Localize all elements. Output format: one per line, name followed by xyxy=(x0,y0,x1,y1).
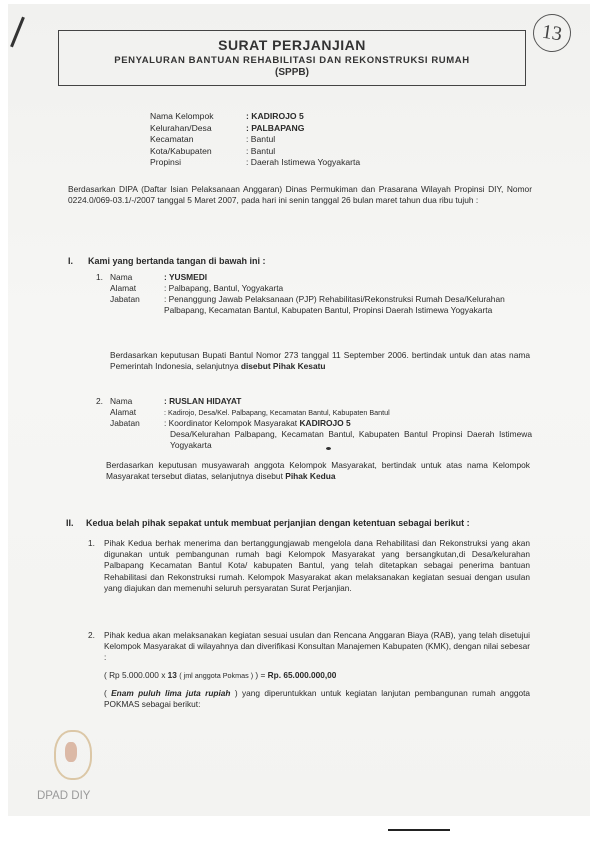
party-designation: Pihak Kedua xyxy=(285,471,336,482)
section-2-heading xyxy=(66,518,470,528)
identity-value: : Bantul xyxy=(246,134,276,144)
identity-label: Propinsi xyxy=(150,157,182,167)
calc-note: ( jml anggota Pokmas ) xyxy=(179,671,254,680)
identity-value: : Daerah Istimewa Yogyakarta xyxy=(246,157,361,167)
clause-text: Pihak kedua akan melaksanakan kegiatan sesuai usulan dan Rencana Anggaran Biaya (RAB), yang telah disetujui Kelompok Masyarakat di wilayahnya dan diverifikasi Konsultan Manajemen Kabupaten (KMK), dengan nilai sebesar : xyxy=(104,630,530,663)
clause-2 xyxy=(88,630,530,664)
section-number: II. xyxy=(66,518,74,528)
identity-value: : KADIROJO 5 xyxy=(246,111,304,121)
party-1 xyxy=(96,272,532,316)
party-2-basis xyxy=(106,460,530,483)
member-count: 13 xyxy=(167,670,177,680)
archive-emblem xyxy=(54,730,92,780)
amount-in-words xyxy=(104,688,530,710)
calc-eq: ) = xyxy=(255,670,266,680)
words-value: Enam puluh lima juta rupiah xyxy=(111,688,231,698)
clause-number: 2. xyxy=(88,630,95,640)
identity-value: : PALBAPANG xyxy=(246,122,305,133)
document-code: (SPPB) xyxy=(275,67,309,78)
party-name: : YUSMEDI xyxy=(164,272,208,282)
group-name: KADIROJO 5 xyxy=(299,418,351,428)
party-address: : Palbapang, Bantul, Yogyakarta xyxy=(164,283,284,293)
party-number: 1. xyxy=(96,272,103,282)
section-title: Kami yang bertanda tangan di bawah ini : xyxy=(88,256,266,266)
party-number: 2. xyxy=(96,396,103,406)
calc-prefix: ( Rp 5.000.000 x xyxy=(104,670,166,680)
party-position: : Penanggung Jawab Pelaksanaan (PJP) Rehabilitasi/Rekonstruksi Rumah Desa/Kelurahan Palbapang, Kecamatan Bantul, Kabupaten Bantul, Propinsi Daerah Istimewa Yogyakarta xyxy=(164,294,505,315)
identity-label: Nama Kelompok xyxy=(150,111,214,121)
signature-line xyxy=(388,829,450,831)
field-label: Alamat xyxy=(110,407,137,417)
document-title: SURAT PERJANJIAN xyxy=(218,37,366,53)
identity-label: Kecamatan xyxy=(150,134,194,144)
total-amount: Rp. 65.000.000,00 xyxy=(267,670,337,680)
field-label: Nama xyxy=(110,272,133,282)
identity-label: Kota/Kabupaten xyxy=(150,145,212,156)
field-label: Nama xyxy=(110,396,133,406)
words-rest: ) yang diperuntukkan untuk kegiatan lanjutan pembangunan rumah anggota POKMAS sebagai berikut: xyxy=(104,688,530,710)
clause-text: Pihak Kedua berhak menerima dan bertanggungjawab mengelola dana Rehabilitasi dan Rekonstruksi yang akan digunakan untuk pembangunan rumah bagi Kelompok Masyarakat yang bersangkutan,di Desa/kelurahan Palbapang Kecamatan Bantul Kota/ kabupaten Bantul, yang telah ditetapkan sebagai penerima bantuan Rehabilitasi dan Rekonstruksi rumah. Kelompok Masyarakat akan melaksanakan kegiatan sesuai dengan usulan yang diajukan dan memenuhi seluruh persyaratan Surat Perjanjian. xyxy=(104,538,530,593)
basis-text: Berdasarkan keputusan musyawarah anggota Kelompok Masyarakat, bertindak untuk atas nama Kelompok Masyarakat tersebut diatas, selanjutnya disebut xyxy=(106,460,530,482)
position-prefix: : Koordinator Kelompok Masyarakat xyxy=(164,418,298,428)
field-label: Jabatan xyxy=(110,418,140,428)
amount-calculation xyxy=(104,670,530,681)
title-box xyxy=(58,30,526,86)
identity-value: : Bantul xyxy=(246,145,276,156)
party-address: : Kadirojo, Desa/Kel. Palbapang, Kecamatan Bantul, Kabupaten Bantul xyxy=(164,408,390,417)
party-name: : RUSLAN HIDAYAT xyxy=(164,396,242,406)
identity-label: Kelurahan/Desa xyxy=(150,122,212,133)
party-2 xyxy=(96,396,532,451)
ink-dot xyxy=(326,447,331,450)
field-label: Alamat xyxy=(110,283,137,293)
position-rest: Desa/Kelurahan Palbapang, Kecamatan Bantul, Kabupaten Bantul Propinsi Daerah Istimewa Yogyakarta xyxy=(170,429,532,450)
watermark-text: DPAD DIY xyxy=(37,790,91,802)
section-number: I. xyxy=(68,256,74,266)
page-number: 13 xyxy=(531,12,574,55)
field-label: Jabatan xyxy=(110,294,140,304)
clause-number: 1. xyxy=(88,538,95,548)
intro-paragraph: Berdasarkan DIPA (Daftar Isian Pelaksanaan Anggaran) Dinas Permukiman dan Prasarana Wilayah Propinsi DIY, Nomor 0224.0/069-03.1/-/2007 tanggal 5 Maret 2007, pada hari ini senin tanggal 26 bulan maret tahun dua ribu tujuh : xyxy=(68,184,532,206)
party-1-basis xyxy=(110,350,530,373)
section-title: Kedua belah pihak sepakat untuk membuat perjanjian dengan ketentuan sebagai berikut : xyxy=(86,518,470,528)
group-identity xyxy=(150,111,360,169)
basis-text: Berdasarkan keputusan Bupati Bantul Nomor 273 tanggal 11 September 2006. bertindak untuk dan atas nama Pemerintah Indonesia, selanjutnya xyxy=(110,350,530,372)
party-position xyxy=(164,418,532,451)
section-1-heading xyxy=(68,256,266,266)
words-open: ( xyxy=(104,688,107,698)
clause-1 xyxy=(88,538,530,594)
document-subtitle: PENYALURAN BANTUAN REHABILITASI DAN REKONSTRUKSI RUMAH xyxy=(114,55,470,66)
party-designation: disebut Pihak Kesatu xyxy=(240,361,326,372)
